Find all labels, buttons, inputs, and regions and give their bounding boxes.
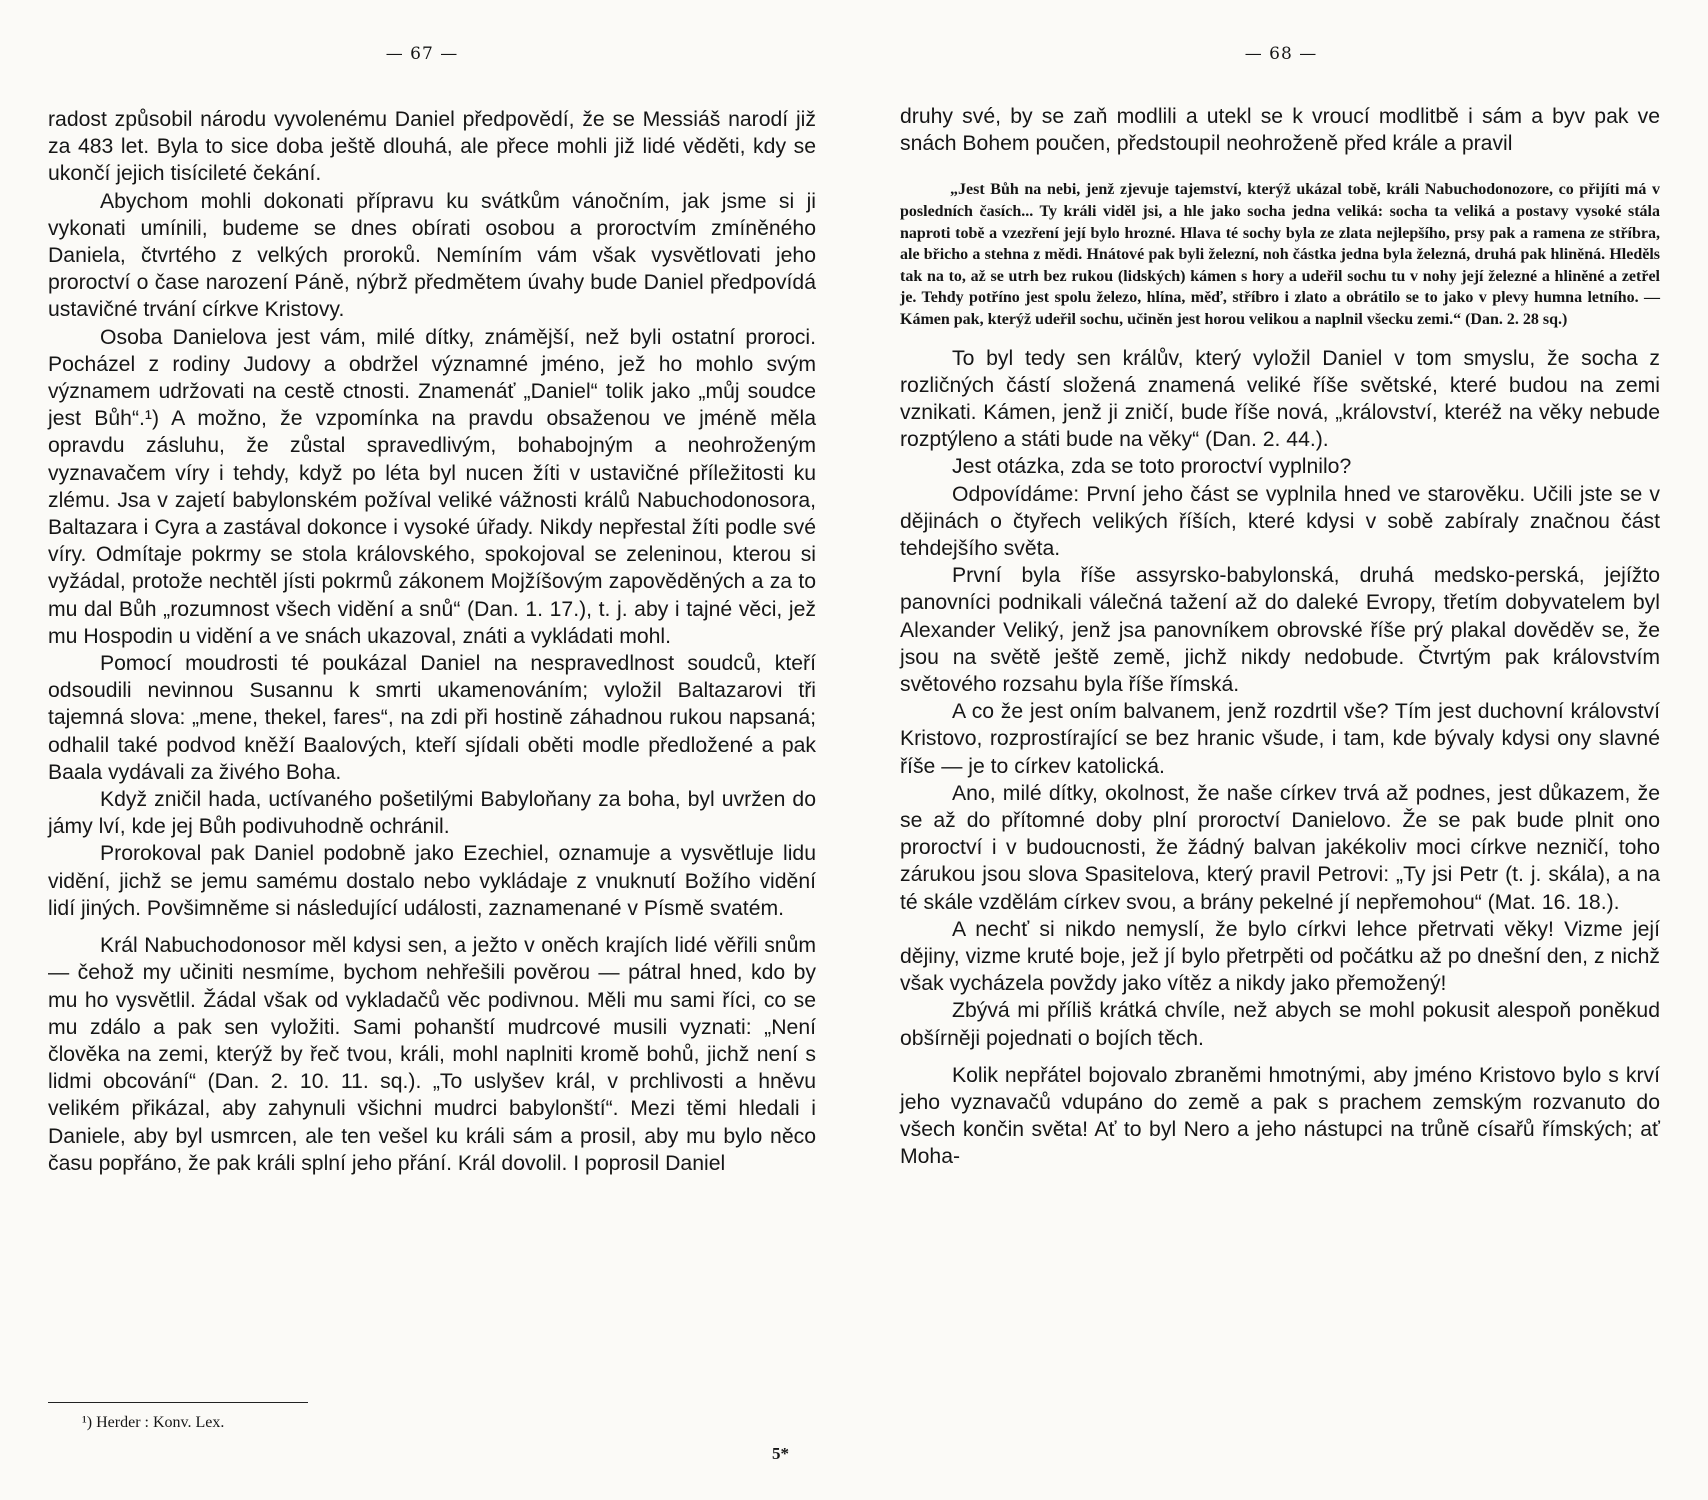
paragraph: radost způsobil národu vyvolenému Daniel předpovědí, že se Messiáš narodí již za 483 let. Byla to sice doba ještě dlouhá, ale přece mohli již lidé věděti, kdy se ukončí jejich tisícileté čekání. — [48, 108, 816, 186]
paragraph: druhy své, by se zaň modlili a utekl se k vroucí modlitbě i sám a byv pak ve snách Bohem poučen, předstoupil neohroženě před krále a pravil — [900, 105, 1660, 156]
paragraph: Zbývá mi příliš krátká chvíle, než abych se mohl pokusit alespoň poněkud obšírněji pojednati o bojích těch. — [900, 999, 1660, 1050]
quote-text: „Jest Bůh na nebi, jenž zjevuje tajemství, kterýž ukázal tobě, králi Nabuchodonozore, co přijíti má v posledních časích... Ty králi viděl jsi, a hle jako socha jedna veliká: socha ta veliká a postavy vysoké stála naproti tobě a vzezření její bylo hrozné. Hlava té sochy byla ze zlata nejlepšího, prsy pak a ramena ze stříbra, ale břicho a stehna z mědi. Hnátové pak byli železní, noh částka jedna byla železná, druhá pak hliněná. Hleděls tak na to, až se utrh bez rukou (lidských) kámen s hory a udeřil sochu tu v nohy její železné a hliněné a zetřel je. Tehdy potříno jest spolu železo, hlína, měď, stříbro i zlato a obrátilo se to jako v plevy humna letního. — Kámen pak, kterýž udeřil sochu, učiněn jest horou velikou a naplnil všecku zemi.“ (Dan. 2. 28 sq.) — [900, 181, 1660, 328]
paragraph: Jest otázka, zda se toto proroctví vyplnilo? — [952, 455, 1352, 479]
paragraph: Prorokoval pak Daniel podobně jako Ezechiel, oznamuje a vysvětluje lidu vidění, jichž se jemu samému dostalo nebo vykládaje z vnuknutí Božího vidění lidí jiných. Povšimněme si následující události, zaznamenané v Písmě svatém. — [48, 842, 816, 920]
right-text-column — [900, 103, 1660, 1171]
right-page — [854, 0, 1708, 1500]
paragraph: První byla říše assyrsko-babylonská, druhá medsko-perská, jejížto panovníci podnikali válečná tažení až do daleké Evropy, třetím dobyvatelem byl Alexander Veliký, jenž jsa panovníkem obrovské říše prý plakal dověděv se, že jsou na světě ještě země, jichž nikdy nedobude. Čtvrtým pak královstvím světového rozsahu byla říše římská. — [900, 564, 1660, 696]
paragraph: Pomocí moudrosti té poukázal Daniel na nespravedlnost soudců, kteří odsoudili nevinnou Susannu k smrti ukamenováním; vyložil Baltazarovi tři tajemná slova: „mene, thekel, fares“, na zdi při hostině záhadnou rukou napsaná; odhalil také podvod kněží Baalových, kteří sjídali oběti modle předložené a pak Baala vydávali za živého Boha. — [48, 652, 816, 784]
left-text-column — [48, 106, 816, 1177]
signature-mark: 5* — [772, 1444, 789, 1463]
scripture-quote — [900, 179, 1660, 330]
footnote: ¹) Herder : Konv. Lex. — [82, 1414, 225, 1431]
paragraph: Kolik nepřátel bojovalo zbraněmi hmotnými, aby jméno Kristovo bylo s krví jeho vyznavačů vdupáno do země a pak s prachem zemským rozvanuto do všech končin světa! Ať to byl Nero a jeho nástupci na trůně císařů římských; ať Moha- — [900, 1063, 1660, 1169]
paragraph: Ano, milé dítky, okolnost, že naše církev trvá až podnes, jest důkazem, že se až do přítomné doby plní proroctví Danielovo. Že se pak bude plnit ono proroctví i v budoucnosti, že žádný balvan jakékoliv moci církve nezničí, toho zárukou jsou slova Spasitelova, který pravil Petrovi: „Ty jsi Petr (t. j. skála), a na té skále vzdělám církev svou, a brány pekelné jí nepřemohou“ (Mat. 16. 18.). — [900, 781, 1660, 914]
paragraph: Když zničil hada, uctívaného pošetilými Babyloňany za boha, byl uvržen do jámy lví, kde jej Bůh podivuhodně ochránil. — [48, 788, 816, 839]
page-number: — 67 — — [385, 44, 459, 64]
paragraph: Odpovídáme: První jeho část se vyplnila hned ve starověku. Učili jste se v dějinách o čtyřech velikých říších, které kdysi v sobě zabíraly značnou část tehdejšího světa. — [900, 482, 1660, 560]
paragraph: Král Nabuchodonosor měl kdysi sen, a ježto v oněch krajích lidé věřili snům — čehož my učiniti nesmíme, bychom nehřešili pověrou — pátral hned, kdo by mu ho vysvětlil. Žádal však od vykladačů věc podivnou. Měli mu sami říci, co se mu zdálo a pak sen vyložiti. Sami pohanští mudrcové musili vyznati: „Není člověka na zemi, kterýž by řeč tvou, králi, mohl naplniti kromě bohů, jichž není s lidmi obcování“ (Dan. 2. 10. 11. sq.). „To uslyšev král, v prchlivosti a hněvu velikém přikázal, aby zahynuli všichni mudrci babylonští“. Mezi těmi hledali i Daniele, aby byl usmrcen, ale ten vešel ku králi sám a prosil, aby mu bylo něco času popřáno, že pak králi splní jeho přání. Král dovolil. I poprosil Daniel — [48, 934, 816, 1175]
page-number: — 68 — — [1244, 44, 1318, 64]
paragraph: A co že jest oním balvanem, jenž rozdrtil vše? Tím jest duchovní království Kristovo, rozprostírající se bez hranic všude, i tam, kde bývaly kdysi ony slavné říše — je to církev katolická. — [900, 700, 1660, 778]
paragraph: A nechť si nikdo nemyslí, že bylo církvi lehce přetrvati věky! Vizme její dějiny, vizme kruté boje, jež jí bylo přetrpěti od počátku až po dnešní den, z nichž však vycházela povždy jako vítěz a nikdy jako přemožený! — [900, 917, 1660, 996]
footnote-rule — [48, 1402, 308, 1403]
paragraph: Osoba Danielova jest vám, milé dítky, známější, než byli ostatní proroci. Pocházel z rodiny Judovy a obdržel významné jméno, jež ho mohlo svým významem udržovati na cestě ctnosti. Znamenáť „Daniel“ tolik jako „můj soudce jest Bůh“.¹) A možno, že vzpomínka na pravdu obsaženou ve jméně měla opravdu zásluhu, že zůstal spravedlivým, bohabojným a neohroženým vyznavačem víry i tehdy, když po léta byl nucen žíti v ustavičné příležitosti ku zlému. Jsa v zajetí babylonském požíval veliké vážnosti králů Nabuchodonosora, Baltazara i Cyra a zastával dokonce i vysoké úřady. Nikdy nepřestal žíti podle své víry. Odmítaje pokrmy se stola královského, spokojoval se zeleninou, kterou si vyžádal, protože nechtěl jísti pokrmů zákonem Mojžíšovým zapověděných a za to mu dal Bůh „rozumnost všech vidění a snů“ (Dan. 1. 17.), t. j. aby i tajné věci, jež mu Hospodin u vidění a ve snách ukazoval, znáti a vykládati mohl. — [48, 325, 816, 648]
paragraph: To byl tedy sen králův, který vyložil Daniel v tom smyslu, že socha z rozličných částí složená znamená veliké říše světské, které budou na zemi vznikati. Kámen, jenž ji zničí, bude říše nová, „království, kteréž na věky nebude rozptýleno a státi bude na věky“ (Dan. 2. 44.). — [900, 346, 1660, 452]
paragraph: Abychom mohli dokonati přípravu ku svátkům vánočním, jak jsme si ji vykonati umínili, budeme se dnes obírati osobou a proroctvím zmíněného Daniela, čtvrtého z velkých proroků. Nemíním vám však vysvětlovati jeho proroctví o čase narození Páně, nýbrž předmětem úvahy bude Daniel předpovídá ustavičné trvání církve Kristovy. — [48, 189, 816, 322]
